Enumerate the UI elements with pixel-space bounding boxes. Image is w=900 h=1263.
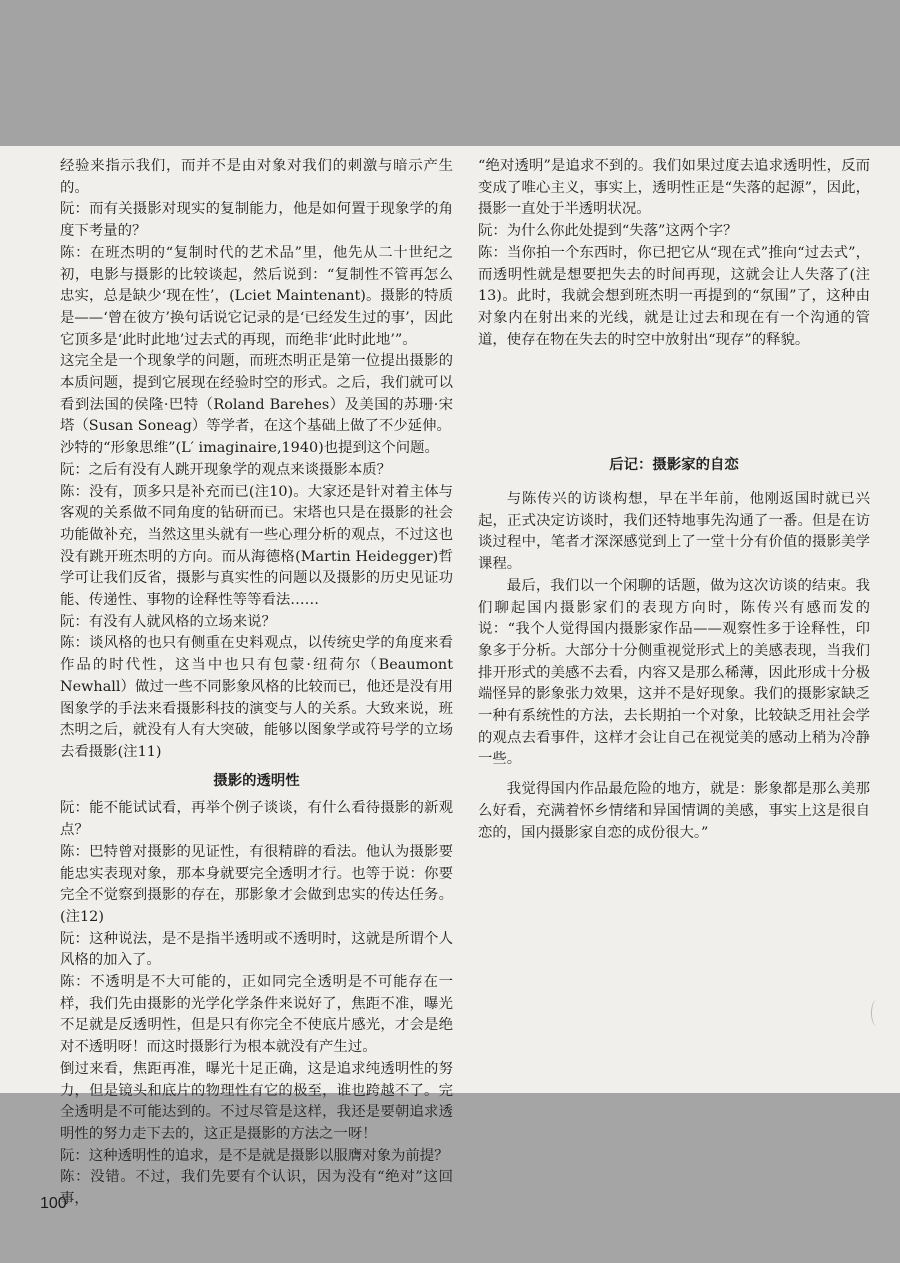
right-column xyxy=(478,156,870,844)
paragraph: 陈：巴特曾对摄影的见证性，有很精辟的看法。他认为摄影要能忠实表现对象，那本身就要完全透明才行。也等于说：你要完全不觉察到摄影的存在，那影象才会做到忠实的传达任务。(注12) xyxy=(60,843,453,925)
paragraph: 陈：当你拍一个东西时，你已把它从“现在式”推向“过去式”，而透明性就是想要把失去的时间再现，这就会让人失落了(注13)。此时，我就会想到班杰明一再提到的“氛围”了，这种由对象内在射出来的光线，就是让过去和现在有一个沟通的管道，使存在物在失去的时空中放射出“现存”的释貌。 xyxy=(478,244,870,348)
paragraph: 阮：这种透明性的追求，是不是就是摄影以服膺对象为前提？ xyxy=(60,1147,449,1164)
paragraph: 这完全是一个现象学的问题，而班杰明正是第一位提出摄影的本质问题，提到它展现在经验时空的形式。之后，我们就可以看到法国的侯隆·巴特（Roland Barehes）及美国的苏珊·宋塔（Susan Soneag）等学者，在这个基础上做了不少延伸。 xyxy=(60,353,453,435)
paragraph: 陈：在班杰明的“复制时代的艺术品”里，他先从二十世纪之初，电影与摄影的比较谈起，然后说到：“复制性不管再怎么忠实，总是缺少‘现在性’，(Lciet Maintenant)。摄影的特质是——‘曾在彼方’换句话说它记录的是‘已经发生过的事’，因此它顶多是‘此时此地’过去式的再现，而绝非‘此时此地’”。 xyxy=(60,244,453,348)
paragraph: 陈：没有，顶多只是补充而已(注10)。大家还是针对着主体与客观的关系做不同角度的钻研而已。宋塔也只是在摄影的社会功能做补充，当然这里头就有一些心理分析的观点，不过这也没有跳开班杰明的方向。而从海德格(Martin Heidegger)哲学可让我们反省，摄影与真实性的问题以及摄影的历史见证功能、传递性、事物的诠释性等等看法…… xyxy=(60,483,453,609)
page-number: 100 xyxy=(40,1195,67,1212)
paragraph: 陈：没错。不过，我们先要有个认识，因为没有“绝对”这回事， xyxy=(60,1169,453,1208)
pen-mark xyxy=(871,1000,882,1026)
section-heading-afterword: 后记：摄影家的自恋 xyxy=(609,457,739,474)
paragraph: 倒过来看，焦距再准，曝光十足正确，这是追求纯透明性的努力，但是镜头和底片的物理性有它的极至，谁也跨越不了。完全透明是不可能达到的。不过尽管是这样，我还是要朝追求透明性的努力走下去的，这正是摄影的方法之一呀！ xyxy=(60,1060,453,1142)
paragraph: 我觉得国内作品最危险的地方，就是：影象都是那么美那么好看，充满着怀乡情绪和异国情调的美感，事实上这是很自恋的，国内摄影家自恋的成份很大。” xyxy=(478,781,870,841)
top-gray-band xyxy=(0,0,900,146)
paragraph: “绝对透明”是追求不到的。我们如果过度去追求透明性，反而变成了唯心主义，事实上，透明性正是“失落的起源”，因此，摄影一直处于半透明状况。 xyxy=(478,158,870,218)
paragraph: 陈：谈风格的也只有侧重在史料观点，以传统史学的角度来看作品的时代性，这当中也只有包蒙·纽荷尔（Beaumont Newhall）做过一些不同影象风格的比较而已，他还是没有用图象学的手法来看摄影科技的演变与人的关系。大致来说，班杰明之后，就没有人有大突破，能够以图象学或符号学的立场去看摄影(注11) xyxy=(60,635,453,760)
paragraph: 与陈传兴的访谈构想，早在半年前，他刚返国时就已兴起，正式决定访谈时，我们还特地事先沟通了一番。但是在访谈过程中，笔者才深深感觉到上了一堂十分有价值的摄影美学课程。 xyxy=(478,491,870,573)
paragraph: 陈：不透明是不大可能的，正如同完全透明是不可能存在一样，我们先由摄影的光学化学条件来说好了，焦距不准，曝光不足就是反透明性，但是只有你完全不使底片感光，才会是绝对不透明呀！而这时摄影行为根本就没有产生过。 xyxy=(60,974,453,1056)
paragraph: 阮：之后有没有人跳开现象学的观点来谈摄影本质？ xyxy=(60,461,391,478)
paragraph: 最后，我们以一个闲聊的话题，做为这次访谈的结束。我们聊起国内摄影家们的表现方向时，陈传兴有感而发的说：“我个人觉得国内摄影家作品——观察性多于诠释性，印象多于分析。大部分十分侧重视觉形式上的美感表现，当我们排开形式的美感不去看，内容又是那么稀薄，因此形成十分极端怪异的影象张力效果，这并不是好现象。我们的摄影家缺乏一种有系统性的方法，去长期拍一个对象，比较缺乏用社会学的观点去看事件，这样才会让自己在视觉美的感动上稍为冷静一些。 xyxy=(478,577,870,768)
paragraph: 阮：而有关摄影对现实的复制能力，他是如何置于现象学的角度下考量的？ xyxy=(60,201,453,240)
paragraph: 阮：这种说法，是不是指半透明或不透明时，这就是所谓个人风格的加入了。 xyxy=(60,930,453,969)
paragraph: 阮：为什么你此处提到“失落”这两个字？ xyxy=(478,223,738,240)
paragraph: 阮：能不能试试看，再举个例子谈谈，有什么看待摄影的新观点？ xyxy=(60,800,453,839)
section-heading-transparency: 摄影的透明性 xyxy=(213,772,300,789)
paragraph: 阮：有没有人就风格的立场来说？ xyxy=(60,613,276,630)
paragraph: 经验来指示我们，而并不是由对象对我们的刺激与暗示产生的。 xyxy=(60,158,453,196)
left-column xyxy=(60,156,453,1211)
paragraph: 沙特的“形象思维”(L′ imaginaire,1940)也提到这个问题。 xyxy=(60,440,439,457)
